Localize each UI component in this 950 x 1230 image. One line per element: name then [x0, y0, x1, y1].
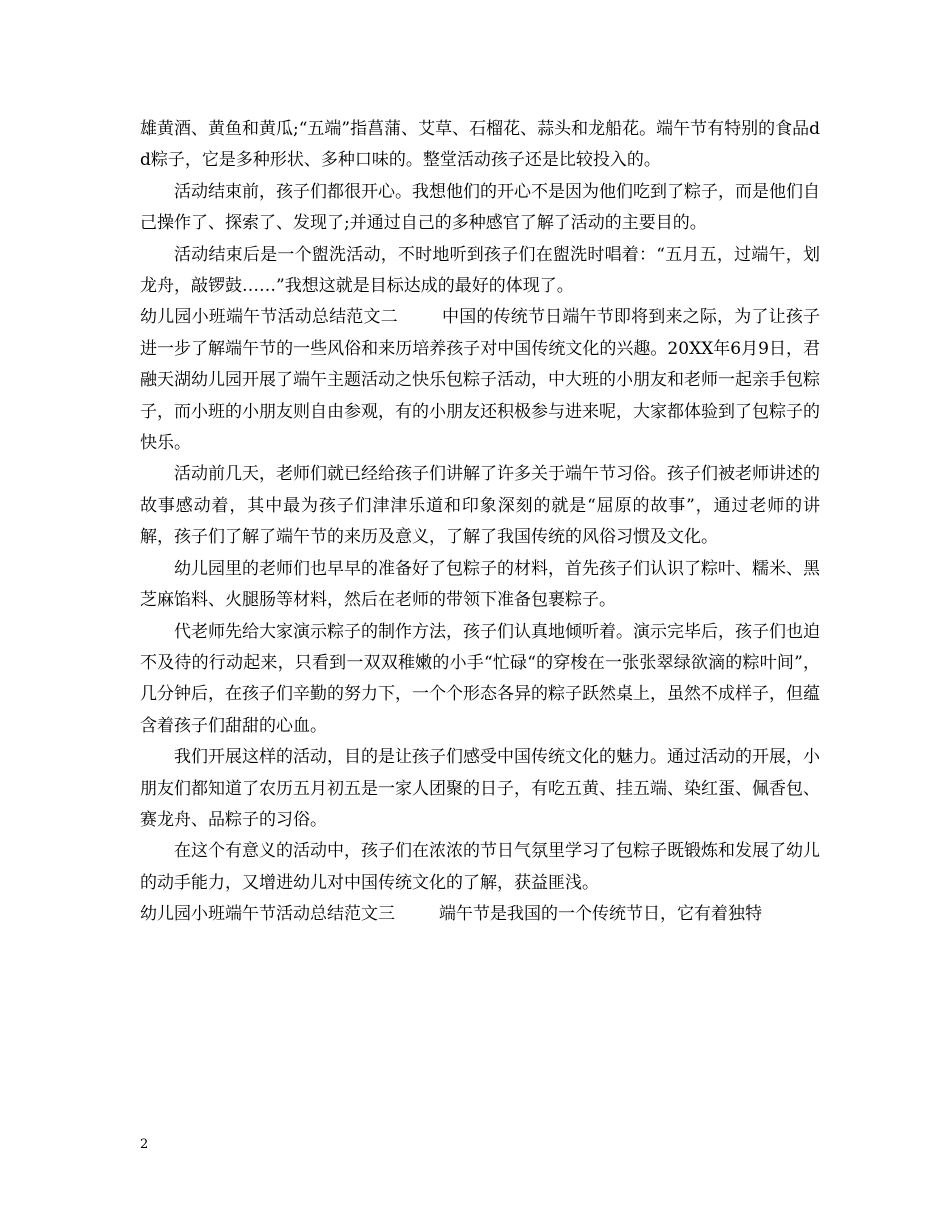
section-three-paragraph — [140, 899, 820, 930]
paragraph-2: 活动结束前，孩子们都很开心。我想他们的开心不是因为他们吃到了粽子，而是他们自己操作了、探索了、发现了;并通过自己的多种感官了解了活动的主要目的。 — [140, 181, 820, 234]
page-number: 2 — [140, 1137, 149, 1152]
paragraph-5: 活动前几天，老师们就已经给孩子们讲解了许多关于端午节习俗。孩子们被老师讲述的故事感动着，其中最为孩子们津津乐道和印象深刻的就是“屈原的故事”，通过老师的讲解，孩子们了解了端午节的来历及意义，了解了我国传统的风俗习惯及文化。 — [140, 464, 820, 548]
section-two-paragraph — [140, 302, 820, 459]
paragraph-8: 我们开展这样的活动，目的是让孩子们感受中国传统文化的魅力。通过活动的开展，小朋友们都知道了农历五月初五是一家人团聚的日子，有吃五黄、挂五端、染红蛋、佩香包、赛龙舟、品粽子的习俗。 — [140, 747, 820, 830]
paragraph-9: 在这个有意义的活动中，孩子们在浓浓的节日气氛里学习了包粽子既锻炼和发展了幼儿的动手能力，又增进幼儿对中国传统文化的了解，获益匪浅。 — [140, 841, 820, 893]
section-two-heading: 幼儿园小班端午节活动总结范文二 — [140, 307, 398, 328]
paragraph-1: 雄黄酒、黄鱼和黄瓜;“五端”指菖蒲、艾草、石榴花、蒜头和龙船花。端午节有特别的食品dd粽子，它是多种形状、多种口味的。整堂活动孩子还是比较投入的。 — [140, 119, 820, 171]
paragraph-7: 代老师先给大家演示粽子的制作方法，孩子们认真地倾听着。演示完毕后，孩子们也迫不及待的行动起来，只看到一双双稚嫩的小手“忙碌“的穿梭在一张张翠绿欲滴的粽叶间”，几分钟后，在孩子们辛勤的努力下，一个个形态各异的粽子跃然桌上，虽然不成样子，但蕴含着孩子们甜甜的心血。 — [140, 621, 820, 736]
paragraph-3: 活动结束后是一个盥洗活动，不时地听到孩子们在盥洗时唱着：“五月五，过端午，划龙舟，敲锣鼓……”我想这就是目标达成的最好的体现了。 — [140, 244, 820, 297]
document-body — [140, 114, 820, 931]
section-three-text: 端午节是我国的一个传统节日，它有着独特 — [439, 904, 762, 925]
section-two-text: 中国的传统节日端午节即将到来之际，为了让孩子进一步了解端午节的一些风俗和来历培养孩子对中国传统文化的兴趣。20XX年6月9日，君融天湖幼儿园开展了端午主题活动之快乐包粽子活动，中大班的小朋友和老师一起亲手包粽子，而小班的小朋友则自由参观，有的小朋友还积极参与进来呢，大家都体验到了包粽子的快乐。 — [140, 307, 821, 454]
section-three-heading: 幼儿园小班端午节活动总结范文三 — [140, 904, 395, 925]
paragraph-6: 幼儿园里的老师们也早早的准备好了包粽子的材料，首先孩子们认识了粽叶、糯米、黑芝麻馅料、火腿肠等材料，然后在老师的带领下准备包裹粽子。 — [140, 558, 820, 611]
